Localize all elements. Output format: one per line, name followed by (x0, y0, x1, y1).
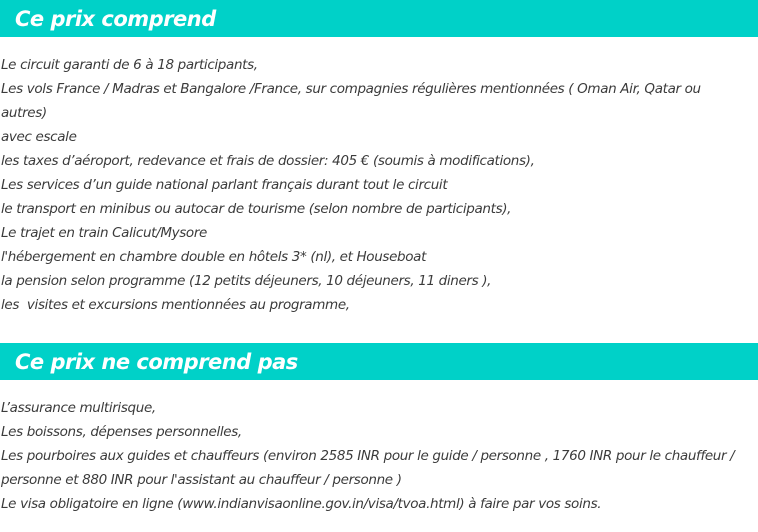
list-item: Le visa obligatoire en ligne (www.indianvisaonline.gov.in/visa/tvoa.html) à faire par vos soins. (1, 496, 602, 512)
list-item: les taxes d’aéroport, redevance et frais de dossier: 405 € (soumis à modifications), (1, 153, 535, 169)
list-item: L’assurance multirisque, (1, 400, 156, 416)
list-item: Les pourboires aux guides et chauffeurs (environ 2585 INR pour le guide / personne , 1760 INR pour le chauffeur / (1, 448, 735, 464)
list-item: la pension selon programme (12 petits déjeuners, 10 déjeuners, 11 diners ), (1, 273, 492, 289)
includes-list (0, 37, 758, 317)
list-item: Les services d’un guide national parlant français durant tout le circuit (1, 177, 448, 193)
list-item: le transport en minibus ou autocar de tourisme (selon nombre de participants), (1, 201, 512, 217)
excludes-list (0, 380, 758, 516)
list-item: Les vols France / Madras et Bangalore /France, sur compagnies régulières mentionnées ( Oman Air, Qatar ou autres) (1, 81, 705, 121)
list-item: les visites et excursions mentionnées au programme, (1, 297, 350, 313)
list-item: avec escale (1, 129, 77, 145)
section-header-bar (0, 0, 758, 37)
section-header-bar (0, 343, 758, 380)
list-item: Le circuit garanti de 6 à 18 participants, (1, 57, 258, 73)
list-item: Le trajet en train Calicut/Mysore (1, 225, 207, 241)
list-item: Les boissons, dépenses personnelles, (1, 424, 242, 440)
list-item: l'hébergement en chambre double en hôtels 3* (nl), et Houseboat (1, 249, 427, 265)
price-excludes-section (0, 343, 758, 516)
list-item: personne et 880 INR pour l'assistant au chauffeur / personne ) (1, 472, 402, 488)
section-title: Ce prix ne comprend pas (15, 349, 298, 374)
section-title: Ce prix comprend (15, 6, 216, 31)
